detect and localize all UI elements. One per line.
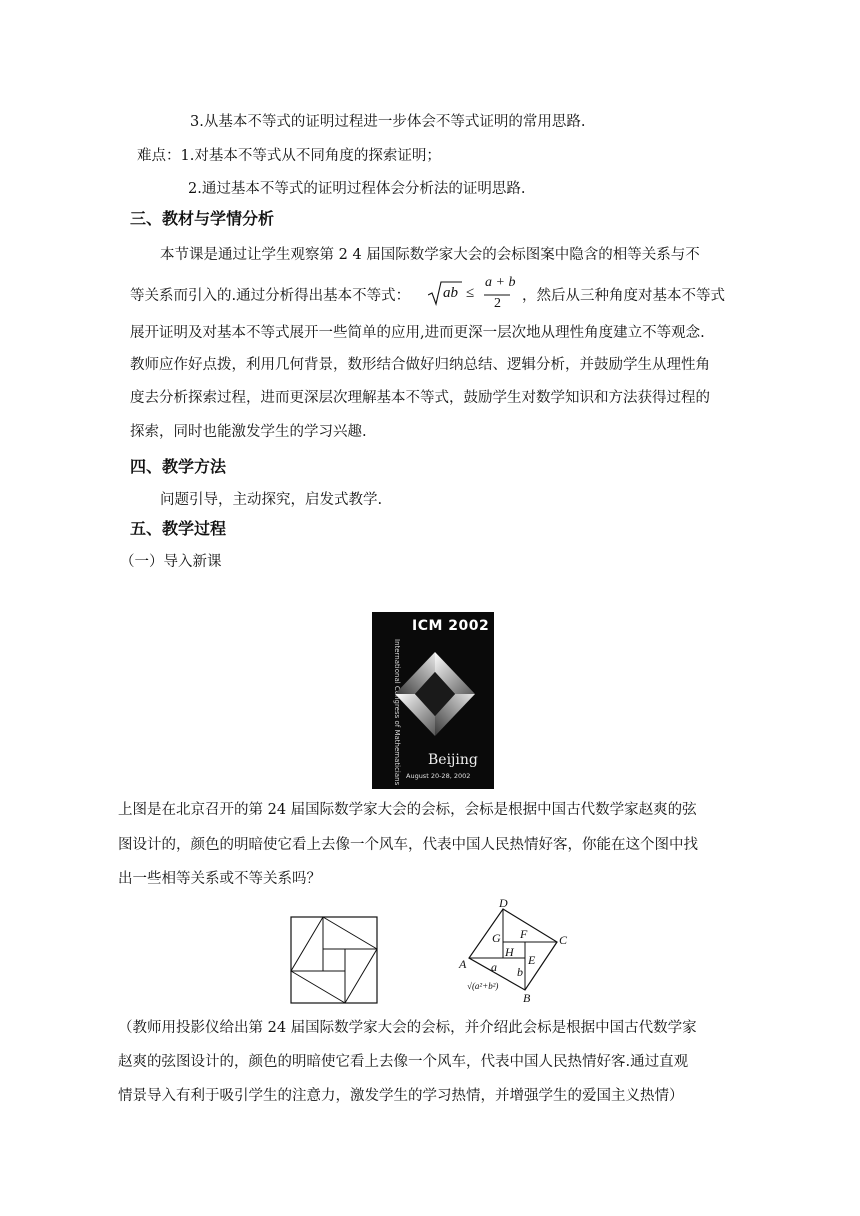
fraction-denominator: 2 [494, 296, 501, 311]
difficulty-label-line: 难点：1.对基本不等式从不同角度的探索证明； [137, 148, 441, 164]
logo-city: Beijing [428, 752, 478, 768]
label-G: G [492, 931, 501, 945]
section-3-para-line-1: 本节课是通过让学生观察第 2 4 届国际数学家大会的会标图案中隐含的相等关系与不 [160, 247, 700, 263]
basic-inequality-formula [428, 276, 518, 316]
caption-line-3: 出一些相等关系或不等关系吗？ [118, 871, 321, 887]
note-line-2: 赵爽的弦图设计的，颜色的明暗使它看上去像一个风车，代表中国人民热情好客.通过直观 [118, 1054, 689, 1070]
label-H: H [505, 945, 514, 959]
logo-date: August 20-28, 2002 [406, 772, 471, 780]
note-line-1: （教师用投影仪给出第 24 届国际数学家大会的会标，并介绍此会标是根据中国古代数学家 [118, 1020, 697, 1036]
label-b: b [517, 965, 523, 979]
label-E: E [528, 953, 536, 967]
note-line-3: 情景导入有利于吸引学生的注意力，激发学生的学习热情，并增强学生的爱国主义热情） [118, 1088, 684, 1104]
labeled-geometry-figure [455, 896, 585, 1006]
icm-2002-logo [372, 612, 494, 789]
logo-side-text: International Congress of Mathematicians [393, 639, 401, 786]
section-3-para-line-5: 度去分析探索过程，进而更深层次理解基本不等式，鼓励学生对数学知识和方法获得过程的 [130, 390, 710, 406]
label-D: D [499, 896, 508, 910]
goal-item-3: 3.从基本不等式的证明过程进一步体会不等式证明的常用思路. [190, 114, 586, 130]
section-3-para-line-3: 展开证明及对基本不等式展开一些简单的应用,进而更深一层次地从理性角度建立不等观念. [130, 325, 705, 341]
section-3-para-line-4: 教师应作好点拨，利用几何背景，数形结合做好归纳总结、逻辑分析，并鼓励学生从理性角 [130, 357, 710, 373]
label-A: A [459, 957, 467, 971]
label-C: C [559, 933, 568, 947]
section-5-subheading: （一）导入新课 [120, 554, 222, 570]
leq-symbol: ≤ [466, 285, 475, 301]
section-3-para-line-2a: 等关系而引入的.通过分析得出基本不等式： [130, 288, 411, 304]
logo-title: ICM 2002 [412, 618, 490, 634]
sqrt-argument: ab [443, 285, 458, 301]
fraction-numerator: a + b [485, 275, 516, 290]
label-F: F [520, 927, 528, 941]
label-hypotenuse: √(a²+b²) [467, 981, 499, 991]
section-5-heading: 五、教学过程 [130, 519, 227, 538]
section-4-heading: 四、教学方法 [130, 457, 227, 476]
caption-line-1: 上图是在北京召开的第 24 届国际数学家大会的会标，会标是根据中国古代数学家赵爽的弦 [118, 802, 697, 818]
section-3-para-line-6: 探索，同时也能激发学生的学习兴趣. [130, 424, 367, 440]
zhao-shuang-square-figure [290, 916, 380, 1004]
section-4-text: 问题引导，主动探究，启发式教学. [160, 492, 383, 508]
section-3-para-line-2b: ，然后从三种角度对基本不等式 [522, 288, 725, 304]
section-3-heading: 三、教材与学情分析 [130, 209, 275, 228]
label-B: B [523, 991, 531, 1005]
caption-line-2: 图设计的，颜色的明暗使它看上去像一个风车，代表中国人民热情好客，你能在这个图中找 [118, 837, 698, 853]
label-a: a [491, 960, 497, 974]
difficulty-item-2: 2.通过基本不等式的证明过程体会分析法的证明思路. [188, 181, 526, 197]
